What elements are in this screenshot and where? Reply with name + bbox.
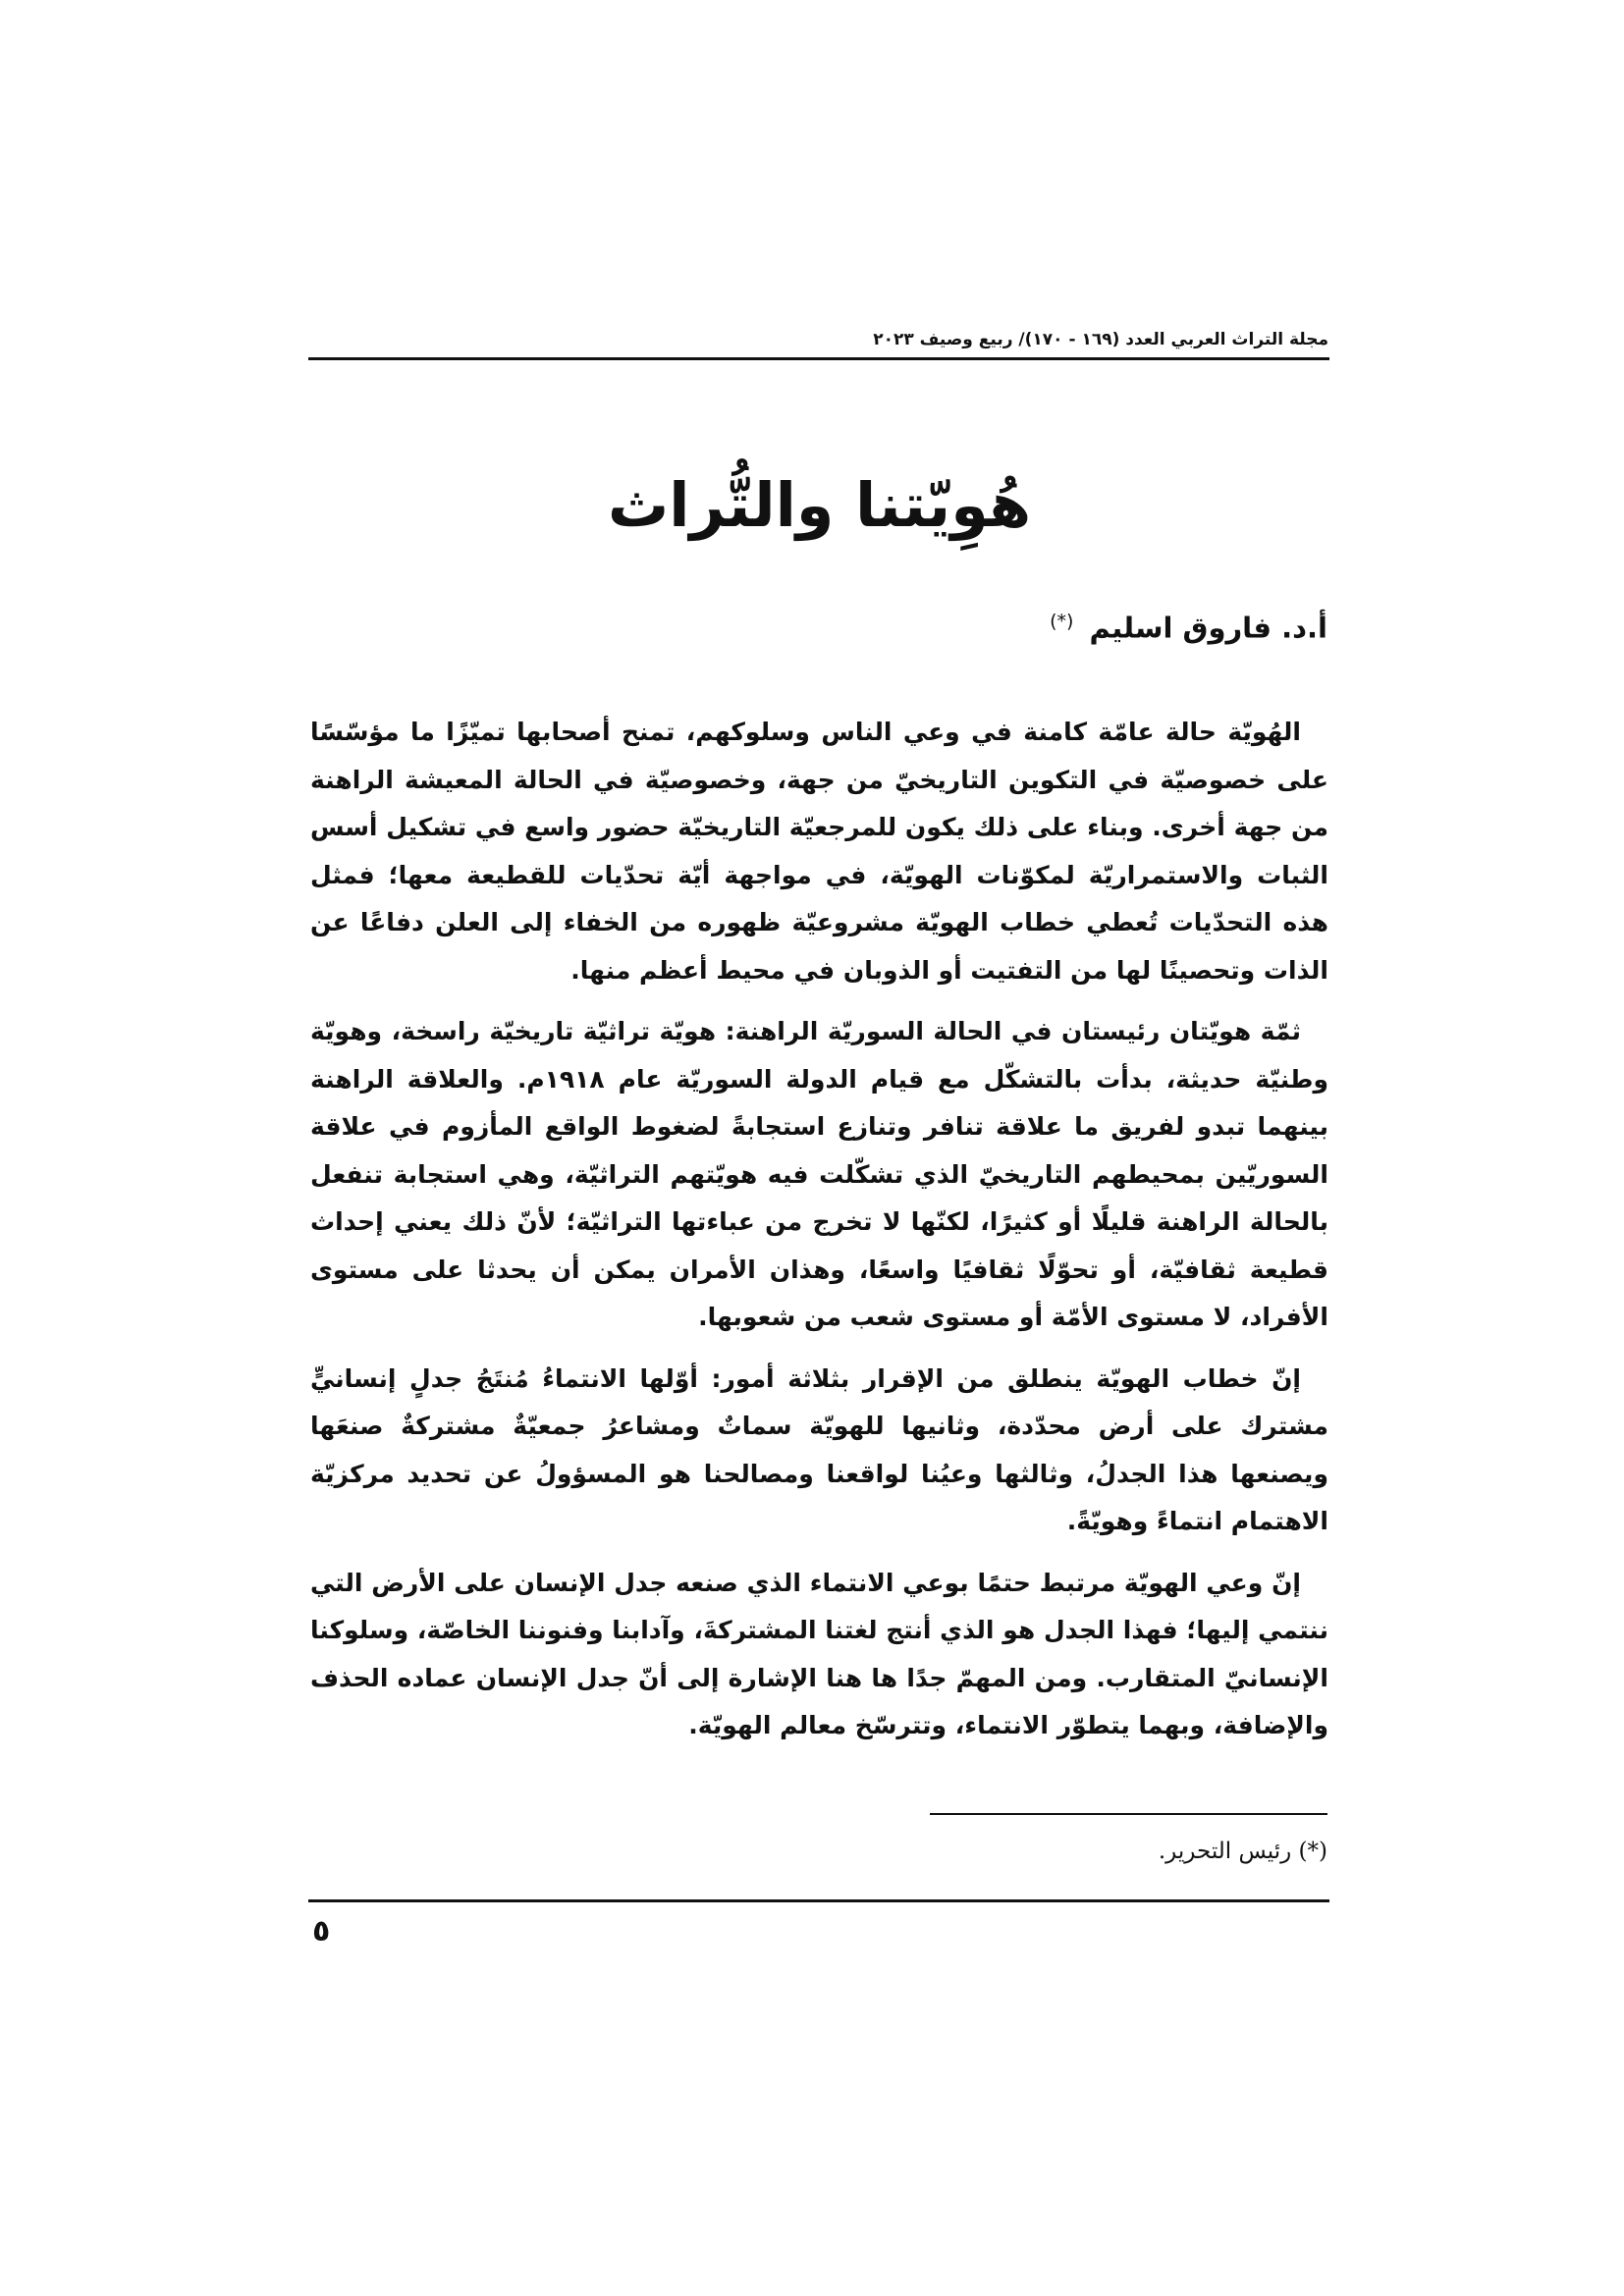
author-line (1050, 597, 1327, 653)
author-name: أ.د. فاروق اسليم (1089, 611, 1327, 645)
paragraph-2: ثمّة هويّتان رئيستان في الحالة السوريّة الراهنة: هويّة تراثيّة تاريخيّة راسخة، وهويّة وطنيّة حديثة، بدأت بالتشكّل مع قيام الدولة السوريّة عام ١٩١٨م. والعلاقة الراهنة بينهما تبدو لفريق ما علاقة تنافر وتنازع استجابةً لضغوط الواقع المأزوم في علاقة السوريّين بمحيطهم التاريخيّ الذي تشكّلت فيه هويّتهم التراثيّة، وهي استجابة تنفعل بالحالة الراهنة قليلًا أو كثيرًا، لكنّها لا تخرج من عباءتها التراثيّة؛ لأنّ ذلك يعني إحداث قطيعة ثقافيّة، أو تحوّلًا ثقافيًا واسعًا، وهذان الأمران يمكن أن يحدثا على مستوى الأفراد، لا مستوى الأمّة أو مستوى شعب من شعوبها. (310, 1017, 1328, 1331)
footnote-marker: (*) (1050, 611, 1074, 632)
paragraph-4: إنّ وعي الهويّة مرتبط حتمًا بوعي الانتماء الذي صنعه جدل الإنسان على الأرض التي ننتمي إليها؛ فهذا الجدل هو الذي أنتج لغتنا المشتركةَ، وآدابنا وفنوننا الخاصّة، وسلوكنا الإنسانيّ المتقارب. ومن المهمّ جدًا ها هنا الإشارة إلى أنّ جدل الإنسان عماده الحذف والإضافة، وبهما يتطوّر الانتماء، وتترسّخ معالم الهويّة. (310, 1568, 1328, 1739)
paragraph-3: إنّ خطاب الهويّة ينطلق من الإقرار بثلاثة أمور: أوّلها الانتماءُ مُنتَجُ جدلٍ إنسانيٍّ مشترك على أرض محدّدة، وثانيها للهويّة سماتٌ ومشاعرُ جمعيّةٌ مشتركةٌ صنعَها ويصنعها هذا الجدلُ، وثالثها وعيُنا لواقعنا ومصالحنا هو المسؤولُ عن تحديد مركزيّة الاهتمام انتماءً وهويّةً. (310, 1363, 1328, 1535)
paragraph-1: الهُويّة حالة عامّة كامنة في وعي الناس وسلوكهم، تمنح أصحابها تميّزًا ما مؤسّسًا على خصوصيّة في التكوين التاريخيّ من جهة، وخصوصيّة في الحالة المعيشة الراهنة من جهة أخرى. وبناء على ذلك يكون للمرجعيّة التاريخيّة حضور واسع في تشكيل أسس الثبات والاستمراريّة لمكوّنات الهويّة، في مواجهة أيّة تحدّيات للقطيعة معها؛ فمثل هذه التحدّيات تُعطي خطاب الهويّة مشروعيّة ظهوره من الخفاء إلى العلن دفاعًا عن الذات وتحصينًا لها من التفتيت أو الذوبان في محيط أعظم منها. (310, 718, 1328, 985)
footer-rule (308, 1899, 1329, 1902)
article-body (310, 709, 1328, 1764)
article-title: هُوِيّتنا والتُّراث (607, 469, 1032, 541)
footnote: (*) رئيس التحرير. (1158, 1839, 1327, 1864)
footnote-rule (930, 1813, 1327, 1815)
header-rule (308, 357, 1329, 360)
page-number: ٥ (312, 1914, 331, 1949)
running-header: مجلة التراث العربي العدد (١٦٩ - ١٧٠)/ ربيع وصيف ٢٠٢٣ (873, 330, 1328, 349)
